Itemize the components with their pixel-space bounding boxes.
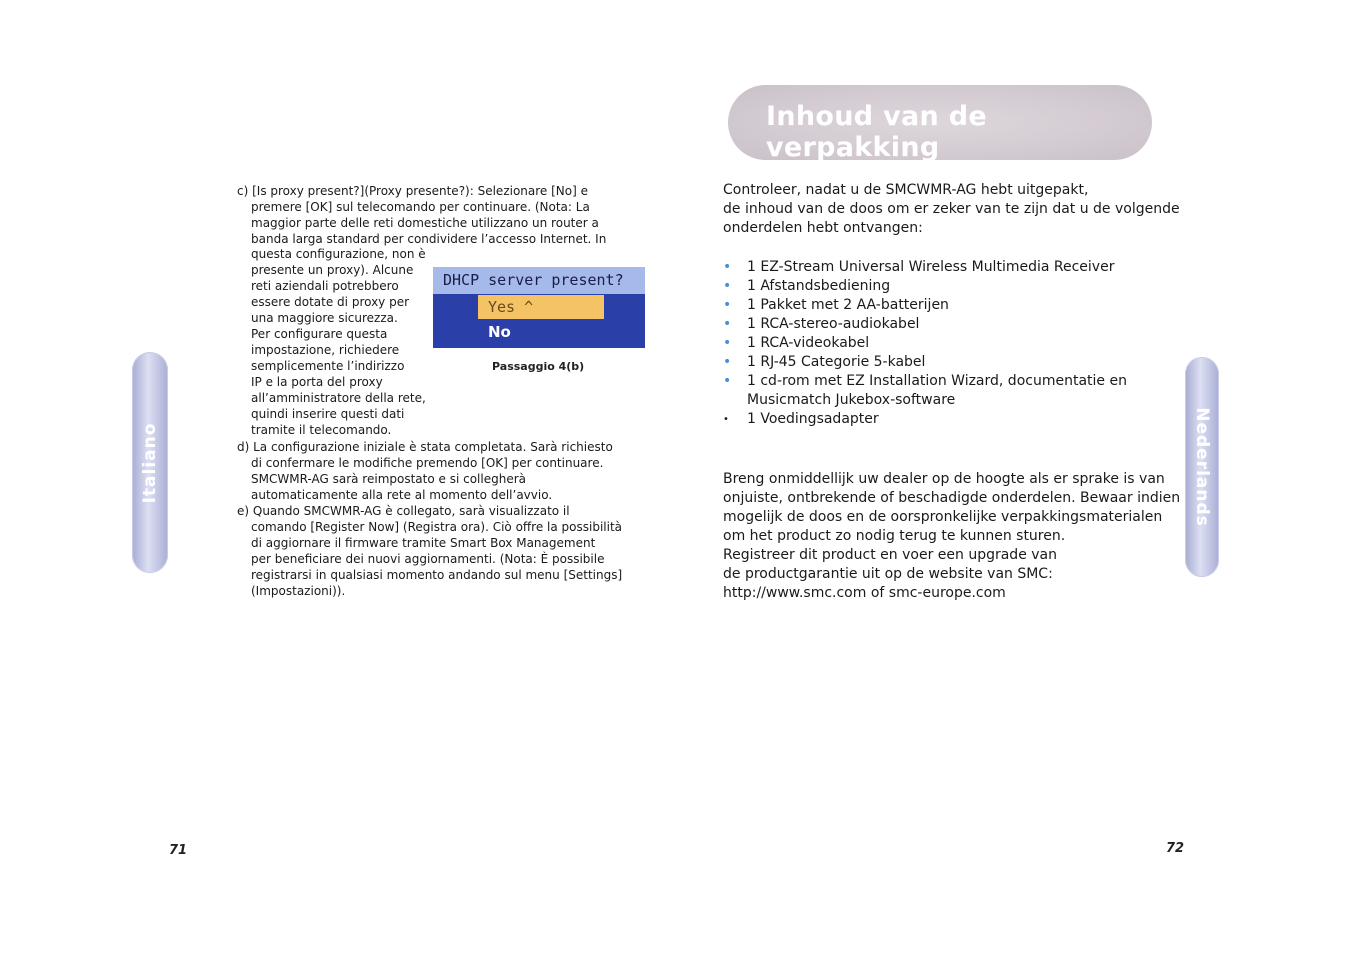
- paragraph-c-top: [237, 183, 632, 247]
- text-line: d) La configurazione iniziale è stata completata. Sarà richiesto: [237, 440, 613, 454]
- side-tab-label: Nederlands: [1192, 407, 1212, 527]
- bullet-icon: •: [723, 414, 729, 425]
- text-line: e) Quando SMCWMR-AG è collegato, sarà visualizzato il: [237, 504, 570, 518]
- dhcp-screen-title: DHCP server present?: [433, 267, 645, 294]
- list-item: • 1 Voedingsadapter: [723, 411, 879, 427]
- bullet-icon: •: [723, 259, 732, 275]
- text-line: om het product zo nodig terug te kunnen sturen.: [723, 528, 1066, 544]
- text-line: maggior parte delle reti domestiche utilizzano un router a: [251, 216, 599, 230]
- text-line: SMCWMR-AG sarà reimpostato e si collegherà: [251, 472, 526, 486]
- text-line: onderdelen hebt ontvangen:: [723, 220, 923, 236]
- bullet-icon: •: [723, 278, 732, 294]
- text-line: essere dotate di proxy per: [251, 295, 410, 309]
- dhcp-option-yes: Yes ^: [478, 295, 604, 319]
- section-header: [728, 85, 1152, 163]
- page-number-left: 71: [169, 843, 188, 858]
- bullet-icon: •: [723, 316, 732, 332]
- text-line: semplicemente l’indirizzo: [251, 359, 405, 373]
- list-item: • 1 Afstandsbediening: [723, 278, 891, 294]
- text-line: automaticamente alla rete al momento dell’avvio.: [251, 488, 553, 502]
- list-item: • 1 EZ-Stream Universal Wireless Multimedia Receiver: [723, 259, 1115, 275]
- text-line: di aggiornare il firmware tramite Smart Box Management: [251, 536, 596, 550]
- text-line: IP e la porta del proxy: [251, 375, 383, 389]
- website-link[interactable]: http://www.smc.com of smc-europe.com: [723, 585, 1006, 601]
- text-line: onjuiste, ontbrekende of beschadigde onderdelen. Bewaar indien: [723, 490, 1181, 506]
- text-line: reti aziendali potrebbero: [251, 279, 399, 293]
- text-line: Controleer, nadat u de SMCWMR-AG hebt uitgepakt,: [723, 182, 1089, 198]
- text-line: quindi inserire questi dati: [251, 407, 405, 421]
- text-line: mogelijk de doos en de oorspronkelijke verpakkingsmaterialen: [723, 509, 1163, 525]
- paragraph-c-wrap: [251, 246, 427, 438]
- text-line: questa configurazione, non è: [251, 247, 426, 261]
- text-line: banda larga standard per condividere l’accesso Internet. In: [251, 232, 607, 246]
- text-line: c) [Is proxy present?](Proxy presente?): Selezionare [No] e: [237, 184, 588, 198]
- text-line: premere [OK] sul telecomando per continuare. (Nota: La: [251, 200, 590, 214]
- package-contents-list: [723, 258, 1183, 429]
- list-item: • 1 RCA-videokabel: [723, 335, 870, 351]
- text-line: una maggiore sicurezza.: [251, 311, 398, 325]
- bullet-icon: •: [723, 297, 732, 313]
- text-line: Per configurare questa: [251, 327, 388, 341]
- text-line: (Impostazioni)).: [251, 584, 346, 598]
- paragraph-e: [237, 503, 632, 599]
- text-line: all’amministratore della rete,: [251, 391, 426, 405]
- section-title: Inhoud van de verpakking: [766, 101, 987, 163]
- text-line: di confermare le modifiche premendo [OK] per continuare.: [251, 456, 604, 470]
- text-line: registrarsi in qualsiasi momento andando sul menu [Settings]: [251, 568, 623, 582]
- text-line: Breng onmiddellijk uw dealer op de hoogte als er sprake is van: [723, 471, 1165, 487]
- dhcp-screen-image: [433, 267, 645, 348]
- side-tab-nederlands: [1185, 357, 1219, 577]
- text-line: de productgarantie uit op de website van SMC:: [723, 566, 1053, 582]
- text-line: de inhoud van de doos om er zeker van te zijn dat u de volgende: [723, 201, 1180, 217]
- outro-paragraph: [723, 470, 1183, 603]
- bullet-icon: •: [723, 373, 732, 389]
- list-item: • 1 RJ-45 Categorie 5-kabel: [723, 354, 926, 370]
- text-line: tramite il telecomando.: [251, 423, 392, 437]
- page-number-right: 72: [1166, 841, 1185, 856]
- list-item: • 1 Pakket met 2 AA-batterijen: [723, 297, 949, 313]
- paragraph-d: [237, 439, 632, 503]
- text-line: per beneficiare dei nuovi aggiornamenti. (Nota: È possibile: [251, 552, 605, 566]
- list-item: • 1 cd-rom met EZ Installation Wizard, documentatie en Musicmatch Jukebox-software: [723, 373, 1127, 408]
- bullet-icon: •: [723, 354, 732, 370]
- side-tab-label: Italiano: [140, 422, 160, 503]
- text-line: comando [Register Now] (Registra ora). Ciò offre la possibilità: [251, 520, 623, 534]
- text-line: presente un proxy). Alcune: [251, 263, 414, 277]
- intro-paragraph: [723, 181, 1183, 238]
- text-line: Registreer dit product en voer een upgrade van: [723, 547, 1057, 563]
- side-tab-italiano: [132, 352, 168, 573]
- list-item: • 1 RCA-stereo-audiokabel: [723, 316, 920, 332]
- text-line: impostazione, richiedere: [251, 343, 400, 357]
- figure-caption: Passaggio 4(b): [492, 360, 585, 373]
- bullet-icon: •: [723, 335, 732, 351]
- dhcp-option-no: No: [488, 323, 511, 341]
